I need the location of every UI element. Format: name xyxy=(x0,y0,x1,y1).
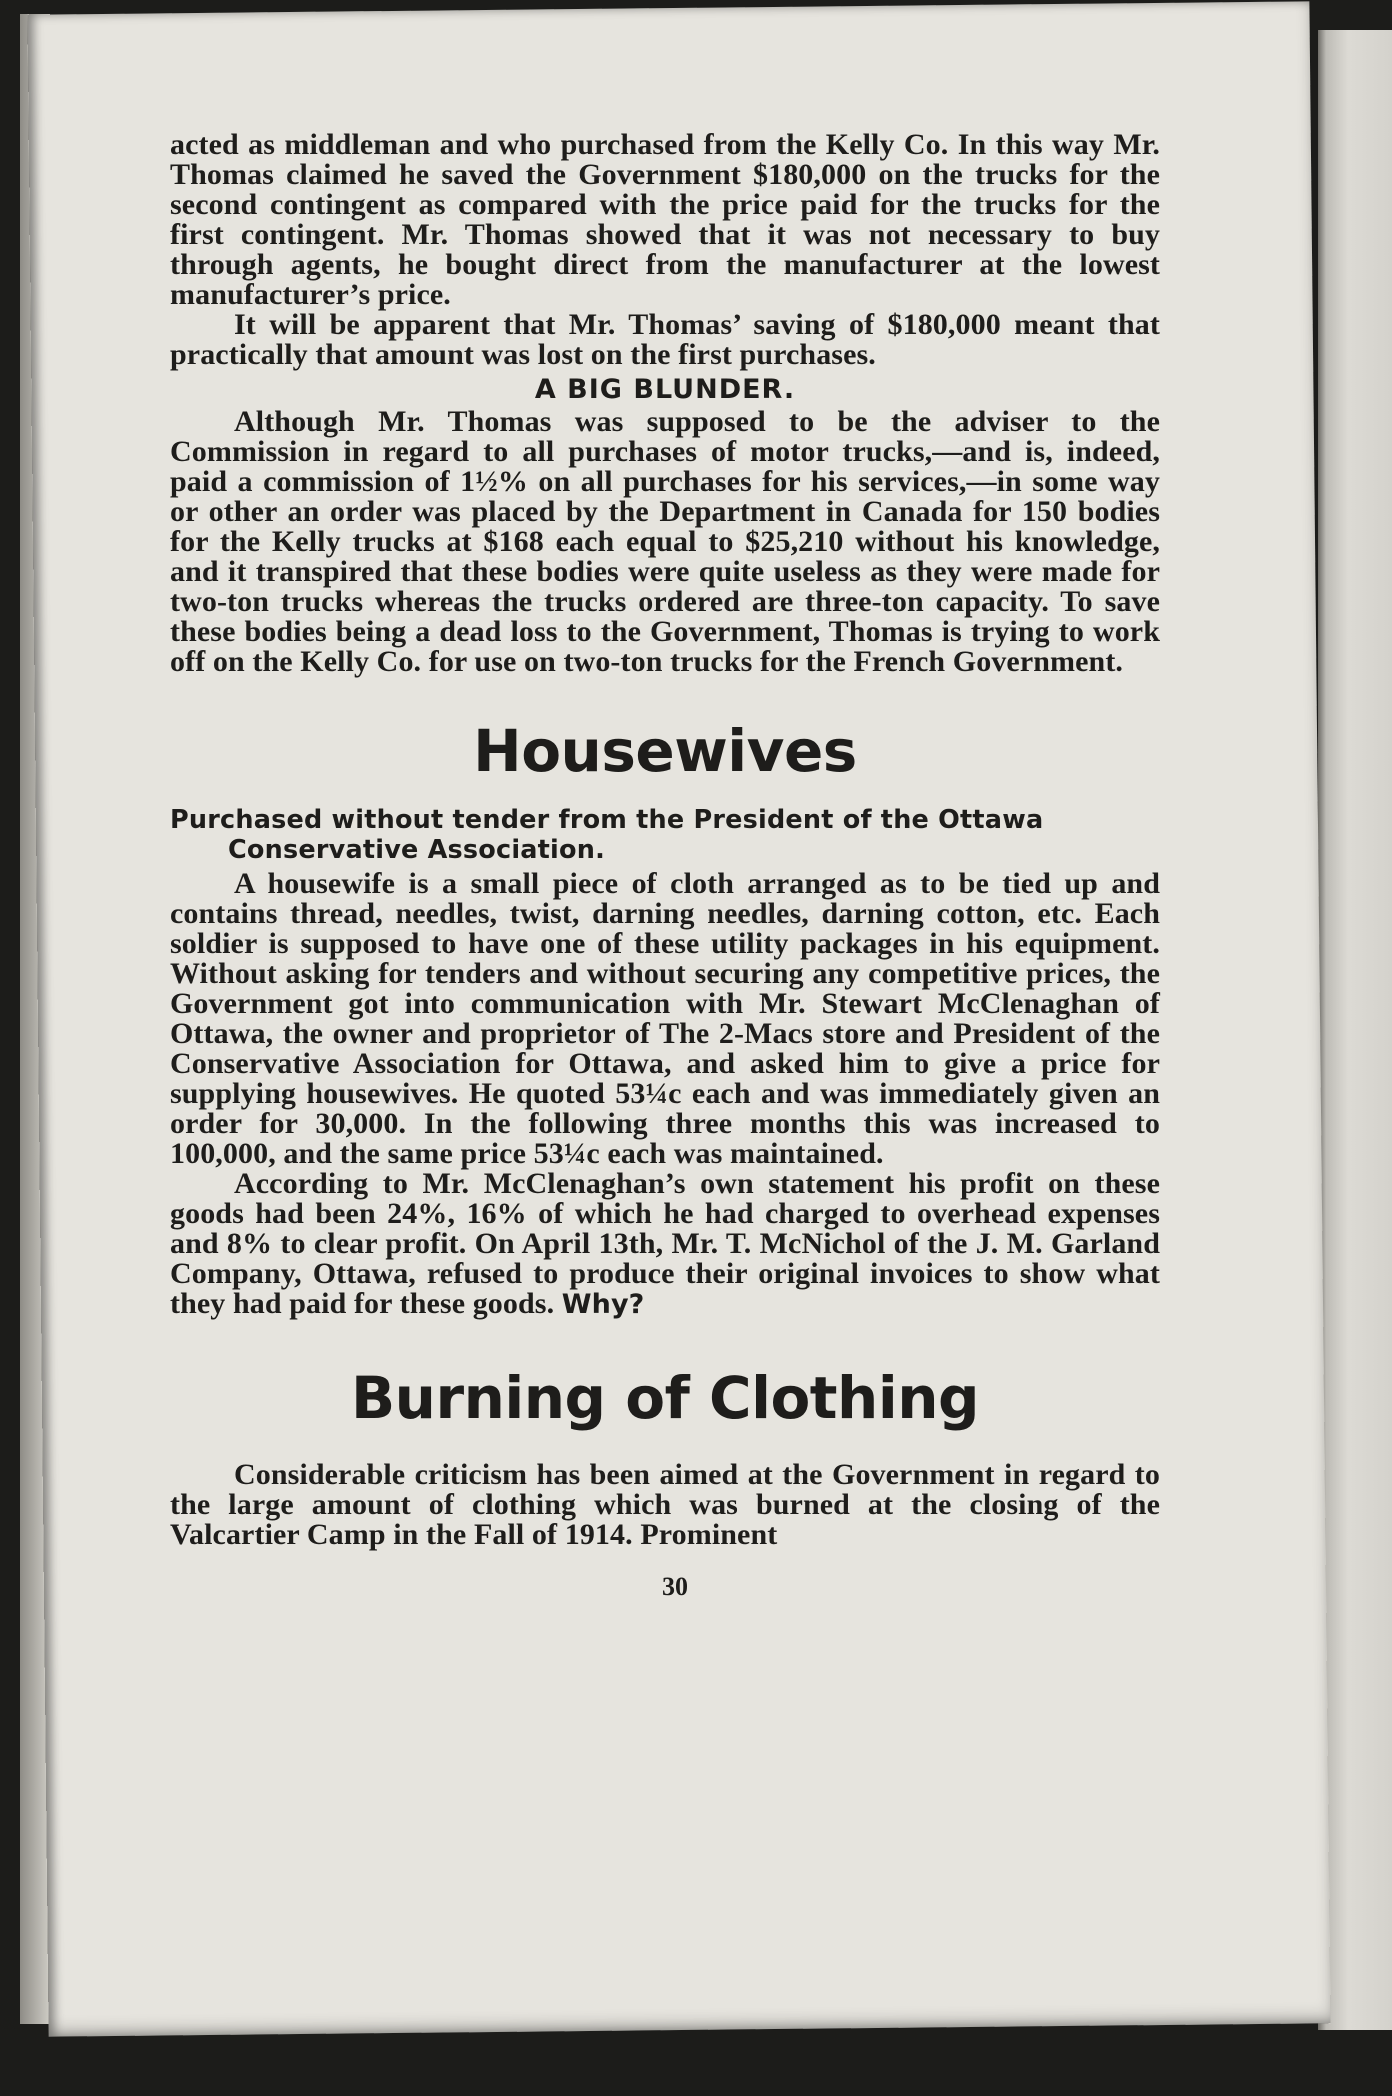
paragraph-text: According to Mr. McClenaghan’s own statement his profit on these goods had been 24%, 16% of which he had charged to overhead expenses and 8% to clear profit. On April 13th, Mr. T. McNichol of the J. M. Garland Company, Ottawa, refused to produce their original invoices to show what they had paid for these goods. xyxy=(170,1167,1160,1320)
page-content xyxy=(170,130,1160,1602)
body-paragraph: It will be apparent that Mr. Thomas’ saving of $180,000 meant that practically that amount was lost on the first purchases. xyxy=(170,308,1160,371)
section-heading-burning: Burning of Clothing xyxy=(350,1364,980,1432)
body-paragraph: acted as middleman and who purchased from the Kelly Co. In this way Mr. Thomas claimed he saved the Government $180,000 on the trucks for the second contingent as compared with the price paid for the trucks for the first contingent. Mr. Thomas showed that it was not necessary to buy through agents, he bought direct from the manufacturer at the lowest manufacturer’s price. xyxy=(170,128,1160,311)
section-heading-housewives: Housewives xyxy=(473,717,857,785)
body-paragraph: Considerable criticism has been aimed at the Government in regard to the large amount of clothing which was burned at the closing of the Valcartier Camp in the Fall of 1914. Prominent xyxy=(170,1458,1160,1551)
section-byline: Purchased without tender from the President of the Ottawa Conservative Association. xyxy=(170,805,1044,865)
body-paragraph xyxy=(170,1169,1160,1320)
page-number: 30 xyxy=(662,1572,688,1601)
body-paragraph: Although Mr. Thomas was supposed to be the adviser to the Commission in regard to all purchases of motor trucks,—and is, indeed, paid a commission of 1½% on all purchases for his services,—in some way or other an order was placed by the Department in Canada for 150 bodies for the Kelly trucks at $168 each equal to $25,210 without his knowledge, and it transpired that these bodies were quite useless as they were made for two-ton trucks whereas the trucks ordered are three-ton capacity. To save these bodies being a dead loss to the Government, Thomas is trying to work off on the Kelly Co. for use on two-ton trucks for the French Government. xyxy=(170,405,1160,678)
section-subheading: A BIG BLUNDER. xyxy=(534,374,796,405)
body-paragraph: A housewife is a small piece of cloth arranged as to be tied up and contains thread, needles, twist, darning needles, darning cotton, etc. Each soldier is supposed to have one of these utility packages in his equipment. Without asking for tenders and without securing any competitive prices, the Government got into communication with Mr. Stewart McClenaghan of Ottawa, the owner and proprietor of The 2-Macs store and President of the Conservative Association for Ottawa, and asked him to give a price for supplying housewives. He quoted 53¼c each and was immediately given an order for 30,000. In the following three months this was increased to 100,000, and the same price 53¼c each was maintained. xyxy=(170,867,1160,1170)
facing-page-edge xyxy=(1318,30,1392,2030)
why-emphasis: Why? xyxy=(561,1289,645,1320)
